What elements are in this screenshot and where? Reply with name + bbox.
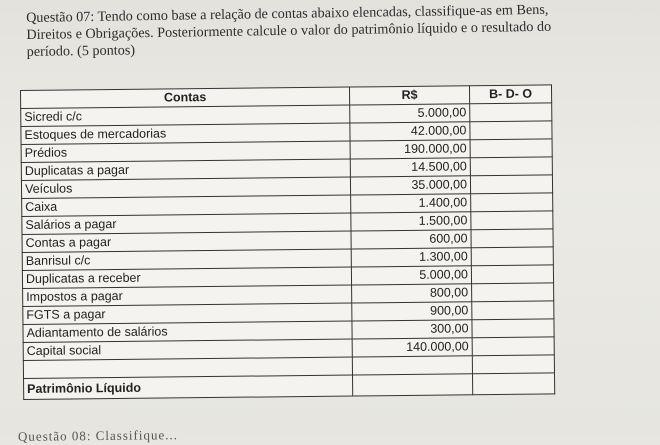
account-value-cell: 35.000,00 xyxy=(350,176,470,195)
accounts-table xyxy=(20,84,555,400)
account-name-cell: Salários a pagar xyxy=(22,213,351,234)
account-value-cell: 42.000,00 xyxy=(350,122,470,141)
account-name-cell: Duplicatas a receber xyxy=(22,267,351,288)
account-name-cell: Duplicatas a pagar xyxy=(21,159,350,180)
account-value-cell: 1.300,00 xyxy=(351,248,471,267)
account-name-cell: Capital social xyxy=(23,339,352,360)
question-line-1: Questão 07: Tendo como base a relação de contas abaixo elencadas, classifique-as em Bens, xyxy=(26,1,549,26)
account-value-cell: 5.000,00 xyxy=(350,104,470,123)
classification-cell[interactable] xyxy=(470,175,552,194)
classification-cell[interactable] xyxy=(472,283,554,302)
question-line-2: Direitos e Obrigações. Posteriormente calcule o valor do patrimônio líquido e o resultado do xyxy=(26,18,552,43)
account-value-cell: 1.500,00 xyxy=(351,212,471,231)
account-name-cell: Estoques de mercadorias xyxy=(21,123,350,144)
account-value-cell: 1.400,00 xyxy=(351,194,471,213)
account-value-cell: 14.500,00 xyxy=(350,158,470,177)
question-line-3: período. (5 pontos) xyxy=(26,42,136,60)
account-name-cell: Impostos a pagar xyxy=(23,285,352,306)
table-row-total xyxy=(24,373,555,400)
header-bdo: B- D- O xyxy=(469,85,551,104)
classification-cell[interactable] xyxy=(470,103,552,122)
classification-cell[interactable] xyxy=(472,337,554,356)
account-name-cell: Prédios xyxy=(21,141,350,162)
header-valor: R$ xyxy=(349,86,469,105)
account-value-cell: 300,00 xyxy=(352,320,472,339)
blank-bdo-cell xyxy=(472,355,554,374)
blank-valor-cell xyxy=(352,356,472,375)
account-value-cell: 5.000,00 xyxy=(351,266,471,285)
classification-cell[interactable] xyxy=(470,139,552,158)
account-name-cell: Sicredi c/c xyxy=(21,105,350,126)
account-name-cell: Contas a pagar xyxy=(22,231,351,252)
question-text xyxy=(26,0,637,61)
account-value-cell: 800,00 xyxy=(352,284,472,303)
next-question-fragment: Questão 08: Classifique... xyxy=(17,427,179,444)
account-name-cell: Caixa xyxy=(22,195,351,216)
account-name-cell: Banrisul c/c xyxy=(22,249,351,270)
total-bdo-cell xyxy=(472,373,554,395)
account-value-cell: 190.000,00 xyxy=(350,140,470,159)
total-label: Patrimônio Líquido xyxy=(24,375,353,399)
classification-cell[interactable] xyxy=(471,229,553,248)
classification-cell[interactable] xyxy=(470,121,552,140)
account-name-cell: Veículos xyxy=(21,177,350,198)
account-value-cell: 900,00 xyxy=(352,302,472,321)
classification-cell[interactable] xyxy=(470,157,552,176)
classification-cell[interactable] xyxy=(471,247,553,266)
classification-cell[interactable] xyxy=(471,211,553,230)
classification-cell[interactable] xyxy=(472,319,554,338)
classification-cell[interactable] xyxy=(472,301,554,320)
account-value-cell: 600,00 xyxy=(351,230,471,249)
account-name-cell: FGTS a pagar xyxy=(23,303,352,324)
total-valor-cell xyxy=(353,374,473,396)
account-name-cell: Adiantamento de salários xyxy=(23,321,352,342)
account-value-cell: 140.000,00 xyxy=(352,338,472,357)
classification-cell[interactable] xyxy=(471,193,553,212)
header-contas: Contas xyxy=(21,87,350,108)
classification-cell[interactable] xyxy=(471,265,553,284)
